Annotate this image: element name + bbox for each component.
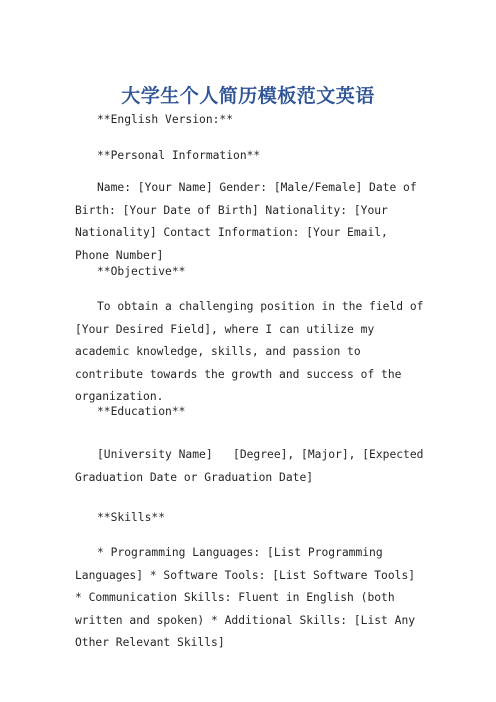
education-heading: **Education** [97,405,186,418]
document-title: 大学生个人简历模板范文英语 [121,85,375,107]
personal-information-heading: **Personal Information** [97,149,261,162]
english-version-heading: **English Version:** [97,113,234,126]
objective-heading: **Objective** [97,265,186,278]
skills-heading: **Skills** [97,511,166,524]
skills-text: * Programming Languages: [List Programming Languages] * Software Tools: [List Software Tools] * Communication Skills: Fluent in English (both written and spoken) * Additional Skills: [List Any Other Relevant Skills] [75,546,422,649]
education-text: [University Name] [Degree], [Major], [Expected Graduation Date or Graduation Date] [75,448,431,484]
objective-text: To obtain a challenging position in the field of [Your Desired Field], where I can utilize my academic knowledge, skills, and passion to contribute towards the growth and success of the organization. [75,300,431,403]
personal-information-text: Name: [Your Name] Gender: [Male/Female] Date of Birth: [Your Date of Birth] Nationality: [Your Nationality] Contact Information: [Your Email, Phone Number] [75,181,424,262]
